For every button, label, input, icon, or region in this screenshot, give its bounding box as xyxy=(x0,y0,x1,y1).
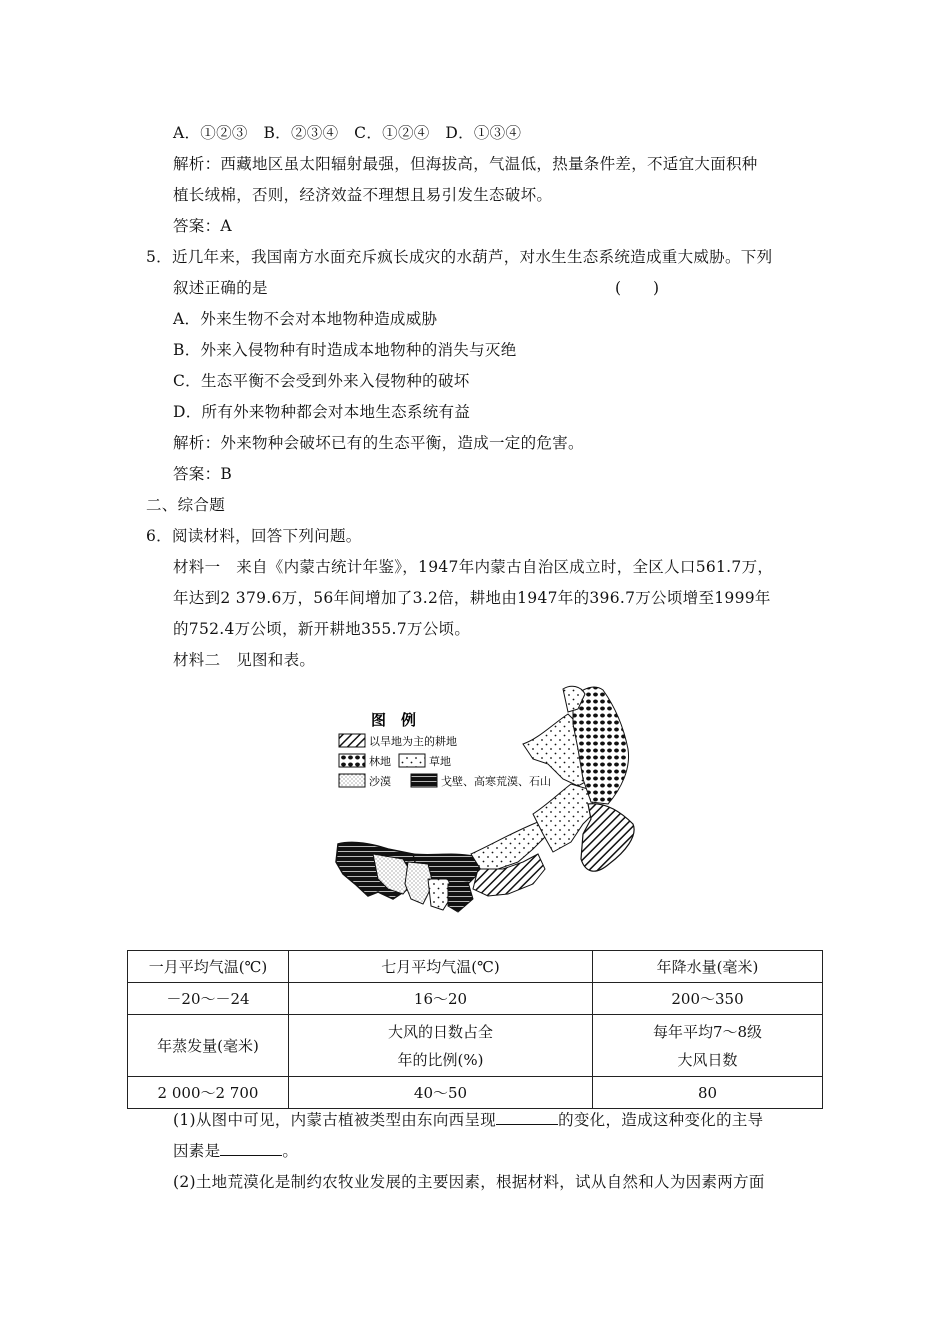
q6-material1-line3: 的752.4万公顷，新开耕地355.7万公顷。 xyxy=(173,620,471,638)
table-row xyxy=(128,1015,823,1077)
legend-swatch-desert xyxy=(339,774,365,787)
q6-sub1-text-b: 的变化，造成这种变化的主导 xyxy=(558,1111,764,1129)
table-row xyxy=(128,951,823,983)
q5-option-d: D．所有外来物种都会对本地生态系统有益 xyxy=(173,403,471,421)
table-cell-line: 大风的日数占全 xyxy=(387,1022,493,1041)
q6-stem: 6．阅读材料，回答下列问题。 xyxy=(146,527,362,545)
q6-sub1-blank2[interactable] xyxy=(220,1141,282,1156)
q5-option-a: A．外来生物不会对本地物种造成威胁 xyxy=(173,310,438,328)
table-cell: 200～350 xyxy=(593,983,823,1015)
q4-options: A．①②③ B．②③④ C．①②④ D．①③④ xyxy=(173,124,522,142)
q4-answer: 答案：A xyxy=(173,217,232,235)
table-row xyxy=(128,983,823,1015)
table-cell: －20～－24 xyxy=(128,983,289,1015)
table-cell: 年蒸发量(毫米) xyxy=(128,1015,289,1077)
table-cell-line: 年的比例(%) xyxy=(397,1050,484,1069)
q5-analysis: 解析：外来物种会破坏已有的生态平衡，造成一定的危害。 xyxy=(173,434,584,452)
legend-title: 图 例 xyxy=(371,711,417,729)
q6-sub1-line1 xyxy=(173,1110,763,1130)
legend-label-grassland: 草地 xyxy=(429,755,451,768)
table-row xyxy=(128,1077,823,1109)
table-cell: 80 xyxy=(593,1077,823,1109)
map-region-forest-northeast xyxy=(573,687,629,804)
table-cell-line: 大风日数 xyxy=(677,1050,738,1069)
q6-sub1-text-a: (1)从图中可见，内蒙古植被类型由东向西呈现 xyxy=(173,1111,497,1129)
q5-stem-line2 xyxy=(173,278,268,298)
table-cell: 年降水量(毫米) xyxy=(593,951,823,983)
legend-label-gobi: 戈壁、高寒荒漠、石山 xyxy=(441,775,551,788)
q5-stem-text: 叙述正确的是 xyxy=(173,279,268,297)
q6-material2: 材料二 见图和表。 xyxy=(173,651,316,669)
legend-label-farmland: 以旱地为主的耕地 xyxy=(369,735,457,748)
table-cell: 40～50 xyxy=(289,1077,593,1109)
q6-sub1-line2 xyxy=(173,1141,298,1161)
q5-stem-line1: 5．近几年来，我国南方水面充斥疯长成灾的水葫芦，对水生生态系统造成重大威胁。下列 xyxy=(146,248,773,266)
map-region-gobi-south xyxy=(448,882,473,912)
inner-mongolia-vegetation-map xyxy=(333,684,643,934)
legend-swatch-farmland xyxy=(339,734,365,747)
climate-data-table xyxy=(127,950,823,1109)
q5-answer: 答案：B xyxy=(173,465,233,483)
legend-swatch-grassland xyxy=(399,754,425,767)
q6-sub2-line1: (2)土地荒漠化是制约农牧业发展的主要因素，根据材料，试从自然和人为因素两方面 xyxy=(173,1173,765,1191)
q6-material1-line2: 年达到2 379.6万，56年间增加了3.2倍，耕地由1947年的396.7万公顷增至1999年 xyxy=(173,589,771,607)
table-cell: 16～20 xyxy=(289,983,593,1015)
legend-label-forest: 林地 xyxy=(369,755,391,768)
q6-sub1-text-d: 。 xyxy=(282,1142,299,1160)
legend-swatch-forest xyxy=(339,754,365,767)
legend-label-desert: 沙漠 xyxy=(369,775,391,788)
q5-option-c: C．生态平衡不会受到外来入侵物种的破坏 xyxy=(173,372,470,390)
table-cell: 一月平均气温(℃) xyxy=(128,951,289,983)
table-cell: 2 000～2 700 xyxy=(128,1077,289,1109)
table-cell-line: 每年平均7～8级 xyxy=(652,1022,763,1041)
table-cell xyxy=(289,1015,593,1077)
q4-analysis-line1: 解析：西藏地区虽太阳辐射最强，但海拔高，气温低，热量条件差，不适宜大面积种 xyxy=(173,155,758,173)
table-cell: 七月平均气温(℃) xyxy=(289,951,593,983)
map-legend xyxy=(339,711,551,788)
legend-swatch-gobi xyxy=(411,774,437,787)
q6-sub1-text-c: 因素是 xyxy=(173,1142,221,1160)
section-title: 二、综合题 xyxy=(146,496,226,514)
q5-answer-paren: ( ) xyxy=(615,279,660,297)
q6-material1-line1: 材料一 来自《内蒙古统计年鉴》，1947年内蒙古自治区成立时，全区人口561.7万， xyxy=(173,558,774,576)
q5-option-b: B．外来入侵物种有时造成本地物种的消失与灭绝 xyxy=(173,341,517,359)
table-cell xyxy=(593,1015,823,1077)
q4-analysis-line2: 植长绒棉，否则，经济效益不理想且易引发生态破坏。 xyxy=(173,186,553,204)
q6-sub1-blank1[interactable] xyxy=(496,1110,558,1125)
